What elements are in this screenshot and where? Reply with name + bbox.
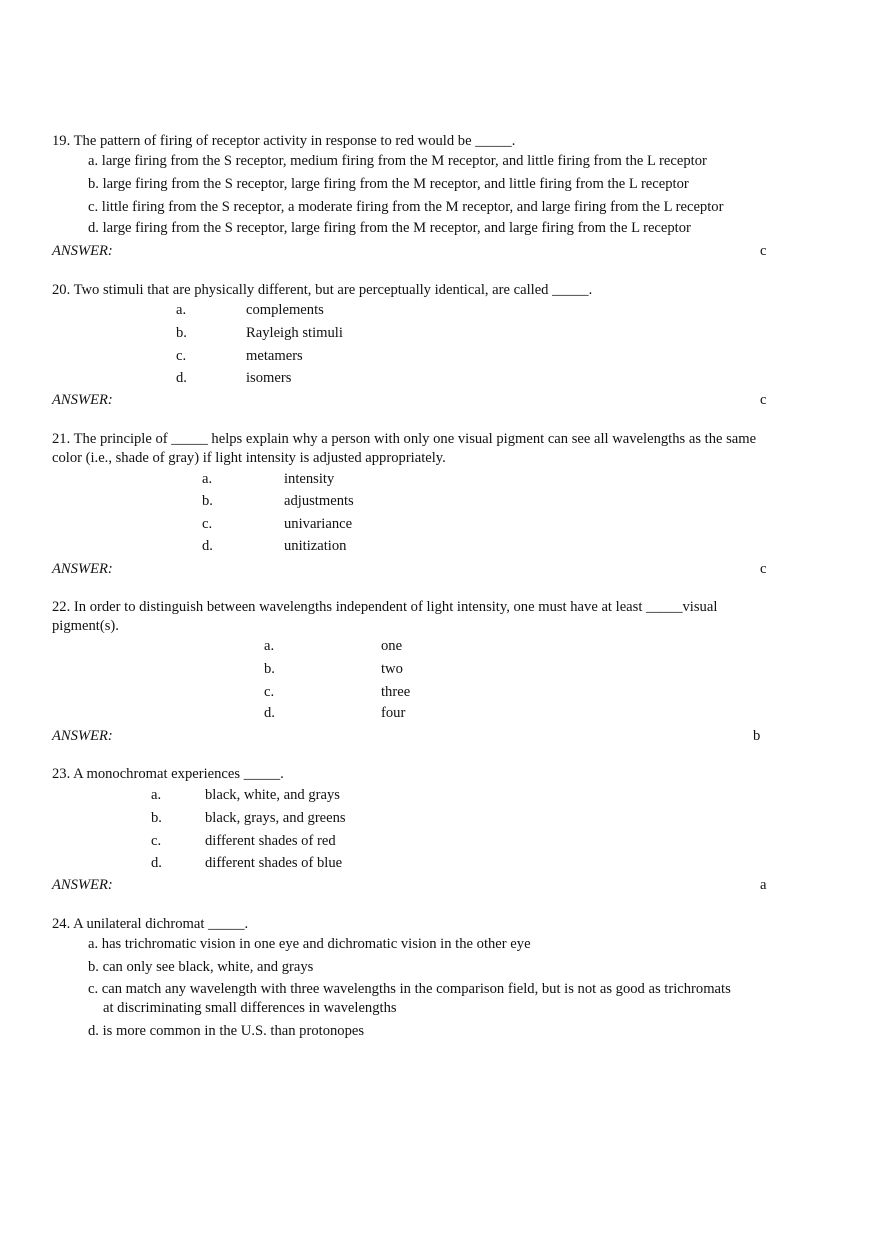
answer-label: ANSWER: xyxy=(52,728,113,744)
question-21-letter-d: d. xyxy=(202,538,213,554)
question-20-option-b: Rayleigh stimuli xyxy=(246,325,343,341)
question-24-option-c: c. can match any wavelength with three wavelengths in the comparison field, but is not as good as trichromats xyxy=(88,981,731,997)
question-21-answer: c xyxy=(760,561,767,577)
question-20-option-c: metamers xyxy=(246,348,303,364)
question-21-option-c: univariance xyxy=(284,516,353,532)
question-20-letter-a: a. xyxy=(176,302,187,318)
question-24-option-d: d. is more common in the U.S. than protonopes xyxy=(88,1023,365,1039)
question-19-option-b: b. large firing from the S receptor, large firing from the M receptor, and little firing from the L receptor xyxy=(88,176,689,192)
question-20-option-d: isomers xyxy=(246,370,292,386)
question-23-option-a: black, white, and grays xyxy=(205,787,340,803)
question-22-answer: b xyxy=(753,728,761,744)
question-24-option-c-continued: at discriminating small differences in wavelengths xyxy=(103,1000,397,1016)
question-22-option-d: four xyxy=(381,705,406,721)
question-24-option-b: b. can only see black, white, and grays xyxy=(88,959,314,975)
answer-label: ANSWER: xyxy=(52,877,113,893)
question-22-letter-a: a. xyxy=(264,638,275,654)
question-23-letter-d: d. xyxy=(151,855,162,871)
question-21-option-d: unitization xyxy=(284,538,347,554)
question-19-option-a: a. large firing from the S receptor, medium firing from the M receptor, and little firing from the L receptor xyxy=(88,153,707,169)
question-21-letter-c: c. xyxy=(202,516,213,532)
question-22-letter-d: d. xyxy=(264,705,275,721)
question-19-answer: c xyxy=(760,243,767,259)
question-20-option-a: complements xyxy=(246,302,324,318)
question-20-letter-d: d. xyxy=(176,370,187,386)
question-22-option-a: one xyxy=(381,638,403,654)
question-23-option-d: different shades of blue xyxy=(205,855,343,871)
question-19-stem: 19. The pattern of firing of receptor activity in response to red would be _____. xyxy=(52,133,516,149)
question-24-stem: 24. A unilateral dichromat _____. xyxy=(52,916,249,932)
question-21-stem-line-2: color (i.e., shade of gray) if light intensity is adjusted appropriately. xyxy=(52,450,446,466)
question-22-letter-b: b. xyxy=(264,661,275,677)
question-23-letter-a: a. xyxy=(151,787,162,803)
question-23-option-c: different shades of red xyxy=(205,833,336,849)
question-23-option-b: black, grays, and greens xyxy=(205,810,346,826)
question-24-option-a: a. has trichromatic vision in one eye and dichromatic vision in the other eye xyxy=(88,936,531,952)
answer-label: ANSWER: xyxy=(52,392,113,408)
question-22-stem-line-1: 22. In order to distinguish between wavelengths independent of light intensity, one must have at least _____visual xyxy=(52,599,718,615)
question-20-letter-c: c. xyxy=(176,348,187,364)
question-20-letter-b: b. xyxy=(176,325,187,341)
question-20-answer: c xyxy=(760,392,767,408)
question-21-option-b: adjustments xyxy=(284,493,354,509)
question-22-option-b: two xyxy=(381,661,403,677)
question-21-option-a: intensity xyxy=(284,471,335,487)
question-22-stem-line-2: pigment(s). xyxy=(52,618,119,634)
question-23-answer: a xyxy=(760,877,767,893)
answer-label: ANSWER: xyxy=(52,243,113,259)
question-19-option-c: c. little firing from the S receptor, a moderate firing from the M receptor, and large firing from the L receptor xyxy=(88,199,724,215)
question-23-letter-c: c. xyxy=(151,833,162,849)
question-23-stem: 23. A monochromat experiences _____. xyxy=(52,766,284,782)
question-19-option-d: d. large firing from the S receptor, large firing from the M receptor, and large firing from the L receptor xyxy=(88,220,691,236)
question-22-option-c: three xyxy=(381,684,411,700)
question-22-letter-c: c. xyxy=(264,684,275,700)
question-21-letter-b: b. xyxy=(202,493,213,509)
question-21-letter-a: a. xyxy=(202,471,213,487)
question-21-stem-line-1: 21. The principle of _____ helps explain why a person with only one visual pigment can see all wavelengths as the same xyxy=(52,431,757,447)
question-20-stem: 20. Two stimuli that are physically different, but are perceptually identical, are called _____. xyxy=(52,282,593,298)
question-23-letter-b: b. xyxy=(151,810,162,826)
answer-label: ANSWER: xyxy=(52,561,113,577)
